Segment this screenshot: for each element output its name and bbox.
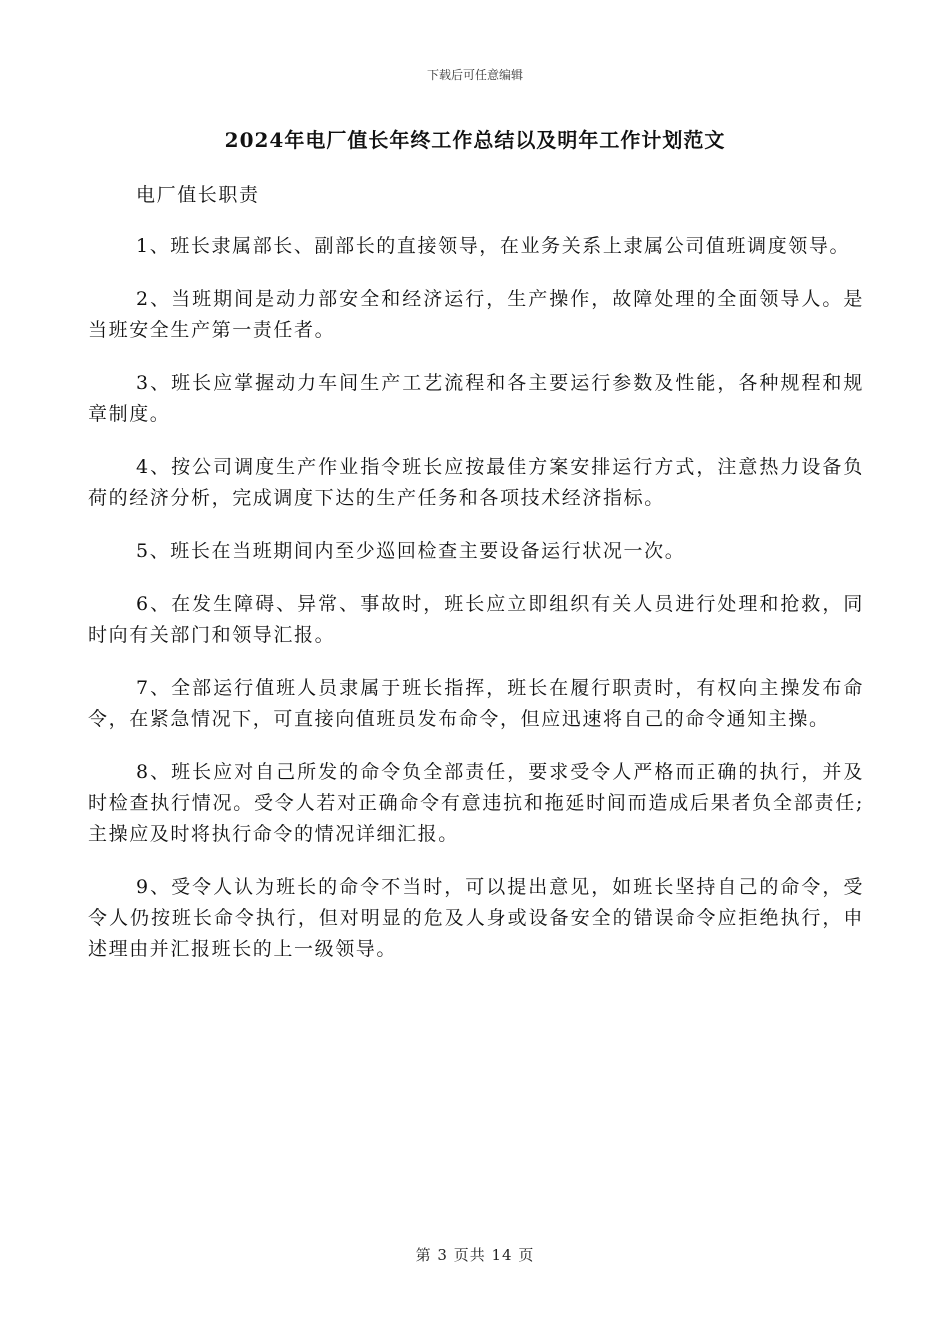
header-note: 下载后可任意编辑 xyxy=(426,68,523,82)
section-heading: 电厂值长职责 xyxy=(136,184,260,206)
paragraph-4: 4、按公司调度生产作业指令班长应按最佳方案安排运行方式，注意热力设备负荷的经济分析，完成调度下达的生产任务和各项技术经济指标。 xyxy=(88,456,864,509)
paragraph-8: 8、班长应对自己所发的命令负全部责任，要求受令人严格而正确的执行，并及时检查执行情况。受令人若对正确命令有意违抗和拖延时间而造成后果者负全部责任;主操应及时将执行命令的情况详细汇报。 xyxy=(88,761,864,845)
paragraph-1: 1、班长隶属部长、副部长的直接领导，在业务关系上隶属公司值班调度领导。 xyxy=(136,235,851,257)
paragraph-9: 9、受令人认为班长的命令不当时，可以提出意见，如班长坚持自己的命令，受令人仍按班长命令执行，但对明显的危及人身或设备安全的错误命令应拒绝执行，申述理由并汇报班长的上一级领导。 xyxy=(88,876,864,960)
page-number: 第 3 页共 14 页 xyxy=(415,1246,535,1264)
paragraph-5: 5、班长在当班期间内至少巡回检查主要设备运行状况一次。 xyxy=(136,540,686,562)
document-body xyxy=(88,180,864,987)
document-title: 2024年电厂值长年终工作总结以及明年工作计划范文 xyxy=(224,128,726,152)
paragraph-3: 3、班长应掌握动力车间生产工艺流程和各主要运行参数及性能，各种规程和规章制度。 xyxy=(88,372,864,425)
paragraph-7: 7、全部运行值班人员隶属于班长指挥，班长在履行职责时，有权向主操发布命令，在紧急情况下，可直接向值班员发布命令，但应迅速将自己的命令通知主操。 xyxy=(88,677,864,730)
paragraph-6: 6、在发生障碍、异常、事故时，班长应立即组织有关人员进行处理和抢救，同时向有关部门和领导汇报。 xyxy=(88,593,864,646)
paragraph-2: 2、当班期间是动力部安全和经济运行，生产操作，故障处理的全面领导人。是当班安全生产第一责任者。 xyxy=(88,288,864,341)
